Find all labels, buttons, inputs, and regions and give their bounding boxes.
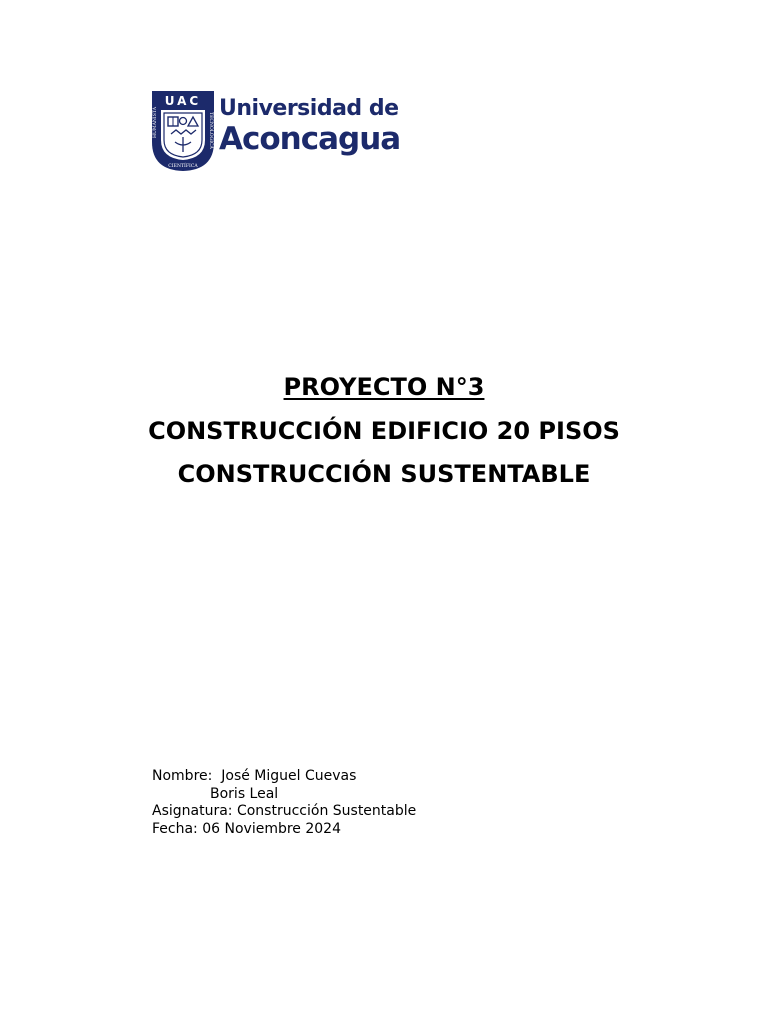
- university-wordmark: [219, 96, 400, 156]
- university-logo: [151, 90, 401, 174]
- shield-abbreviation: UAC: [164, 94, 202, 108]
- shield-motto-right: TECNOLÓGICA: [208, 112, 213, 149]
- nombre-label: Nombre:: [152, 768, 213, 784]
- fecha-value: 06 Noviembre 2024: [202, 820, 341, 837]
- author-name-1: José Miguel Cuevas: [221, 768, 357, 784]
- university-name-line2: Aconcagua: [219, 121, 401, 157]
- nombre-line: [152, 768, 416, 786]
- fecha-line: [152, 821, 416, 839]
- shield-motto-left: HUMANISTA: [153, 106, 158, 138]
- shield-motto-bottom: CIENTÍFICA: [168, 164, 198, 169]
- asignatura-line: [152, 803, 416, 821]
- document-info-block: [152, 768, 416, 838]
- author-name-2-line: [152, 786, 416, 804]
- university-name-line1: Universidad de: [219, 96, 399, 121]
- asignatura-value: Construcción Sustentable: [236, 803, 417, 820]
- fecha-label: Fecha:: [152, 820, 198, 837]
- asignatura-label: Asignatura:: [152, 803, 233, 820]
- subject-title: CONSTRUCCIÓN SUSTENTABLE: [177, 460, 591, 488]
- project-number-title: PROYECTO N°3: [283, 373, 485, 401]
- author-name-2: Boris Leal: [210, 785, 279, 802]
- university-shield-emblem: [151, 90, 215, 172]
- project-name-title: CONSTRUCCIÓN EDIFICIO 20 PISOS: [148, 416, 620, 445]
- document-title-block: [0, 368, 768, 499]
